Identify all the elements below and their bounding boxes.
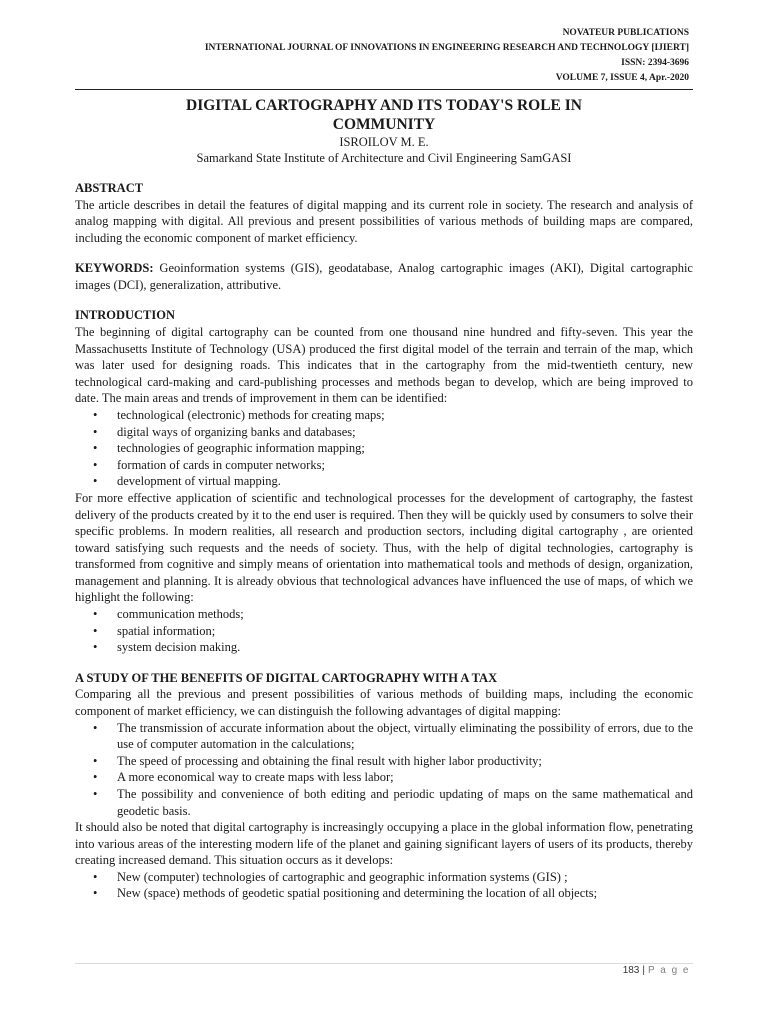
study-paragraph-2: It should also be noted that digital cartography is increasingly occupying a place in the global information flow, penetrating into various areas of the interesting modern life of the planet and gaining significant layers of users of its products, thereby creating increased demand. This situation occurs as it develops: — [75, 820, 693, 868]
list-item: • technologies of geographic information mapping; — [93, 441, 365, 456]
bullet: • — [93, 623, 98, 638]
publisher: NOVATEUR PUBLICATIONS — [562, 28, 689, 38]
issn: ISSN: 2394-3696 — [621, 58, 689, 68]
spacer — [75, 293, 693, 307]
page-number: 183 — [622, 965, 640, 976]
bullet: • — [93, 424, 98, 439]
bullet: • — [93, 457, 98, 472]
introduction-heading: INTRODUCTION — [75, 308, 176, 323]
study-paragraph-1: Comparing all the previous and present possibilities of various methods of building maps, including the economic component of market efficiency, we can distinguish the following advantages of digital mapping: — [75, 687, 693, 718]
introduction-list-1 — [75, 407, 693, 490]
bullet: • — [93, 407, 98, 422]
introduction-paragraph-1: The beginning of digital cartography can be counted from one thousand nine hundred and fifty-seven. This year the Massachusetts Institute of Technology (USA) produced the first digital model of the terrain and terrain of the map, which was later used for designing roads. This indicates that in the cartography from the mid-twentieth century, new technological card-making and card-publishing processes and methods began to develop, which are being improved to date. The main areas and trends of improvement in them can be identified: — [75, 324, 693, 406]
introduction-paragraph-2: For more effective application of scientific and technological processes for the development of cartography, the fastest delivery of the products created by it to the end user is required. Then they will be quickly used by consumers to solve their specific problems. In modern realities, all research and production sectors, including digital cartography , are oriented toward satisfying such requests and the needs of society. Thus, with the help of digital technologies, cartography is transformed from cognitive and simply means of orientation into mathematical tools and methods of design, organization, management and planning. It is already obvious that technological advances have influenced the use of maps, of which we highlight the following: — [75, 490, 693, 605]
list-item: • system decision making. — [93, 640, 241, 655]
journal-header — [75, 26, 693, 86]
header-divider — [75, 89, 693, 90]
list-item: • New (space) methods of geodetic spatial positioning and determining the location of all objects; — [93, 886, 598, 901]
list-item: • communication methods; — [93, 607, 244, 622]
keywords-text: Geoinformation systems (GIS), geodatabase, Analog cartographic images (AKI), Digital cartographic images (DCI), generalization, attributive. — [75, 261, 693, 292]
list-item: • formation of cards in computer networks; — [93, 457, 325, 472]
bullet: • — [93, 770, 98, 785]
volume-issue: VOLUME 7, ISSUE 4, Apr.-2020 — [555, 73, 689, 83]
bullet: • — [93, 720, 98, 735]
bullet: • — [93, 886, 98, 901]
list-item: • spatial information; — [93, 623, 216, 638]
list-item: • The possibility and convenience of both editing and periodic updating of maps on the same mathematical and geodetic basis. — [93, 786, 693, 818]
list-item: • The transmission of accurate information about the object, virtually eliminating the possibility of errors, due to the use of computer automation in the calculations; — [93, 720, 693, 752]
list-item: • A more economical way to create maps with less labor; — [93, 770, 394, 785]
bullet: • — [93, 441, 98, 456]
spacer — [75, 656, 693, 670]
abstract-text: The article describes in detail the features of digital mapping and its current role in society. The research and analysis of analog mapping with digital. All previous and present possibilities of various methods of building maps are compared, including the economic component of market efficiency. — [75, 197, 693, 245]
affiliation: Samarkand State Institute of Architecture and Civil Engineering SamGASI — [196, 151, 572, 165]
bullet: • — [93, 786, 98, 801]
list-item: • New (computer) technologies of cartographic and geographic information systems (GIS) ; — [93, 869, 568, 884]
author: ISROILOV M. E. — [339, 135, 429, 149]
keywords — [75, 260, 693, 293]
list-item: • technological (electronic) methods for creating maps; — [93, 407, 385, 422]
study-list-1 — [75, 720, 693, 820]
introduction-list-2 — [75, 606, 693, 656]
bullet: • — [93, 607, 98, 622]
title-line-1: DIGITAL CARTOGRAPHY AND ITS TODAY'S ROLE IN — [186, 97, 582, 114]
paper-page — [75, 26, 693, 902]
journal-name: INTERNATIONAL JOURNAL OF INNOVATIONS IN ENGINEERING RESEARCH AND TECHNOLOGY [IJIERT] — [204, 43, 689, 53]
page-label: P a g e — [647, 965, 690, 976]
bullet: • — [93, 474, 98, 489]
keywords-label: KEYWORDS: — [75, 261, 154, 276]
paper-title — [75, 96, 693, 134]
list-item: • The speed of processing and obtaining the final result with higher labor productivity; — [93, 753, 542, 768]
footer-separator: | — [642, 965, 645, 976]
list-item: • development of virtual mapping. — [93, 474, 281, 489]
list-item: • digital ways of organizing banks and databases; — [93, 424, 356, 439]
abstract-heading: ABSTRACT — [75, 181, 144, 195]
title-line-2: COMMUNITY — [332, 116, 436, 133]
spacer — [75, 166, 693, 180]
bullet: • — [93, 869, 98, 884]
study-list-2 — [75, 869, 693, 902]
page-footer — [623, 965, 690, 976]
study-heading: A STUDY OF THE BENEFITS OF DIGITAL CARTOGRAPHY WITH A TAX — [75, 670, 498, 685]
bullet: • — [93, 753, 98, 768]
bullet: • — [93, 640, 98, 655]
footer-divider — [75, 963, 693, 964]
spacer — [75, 246, 693, 260]
